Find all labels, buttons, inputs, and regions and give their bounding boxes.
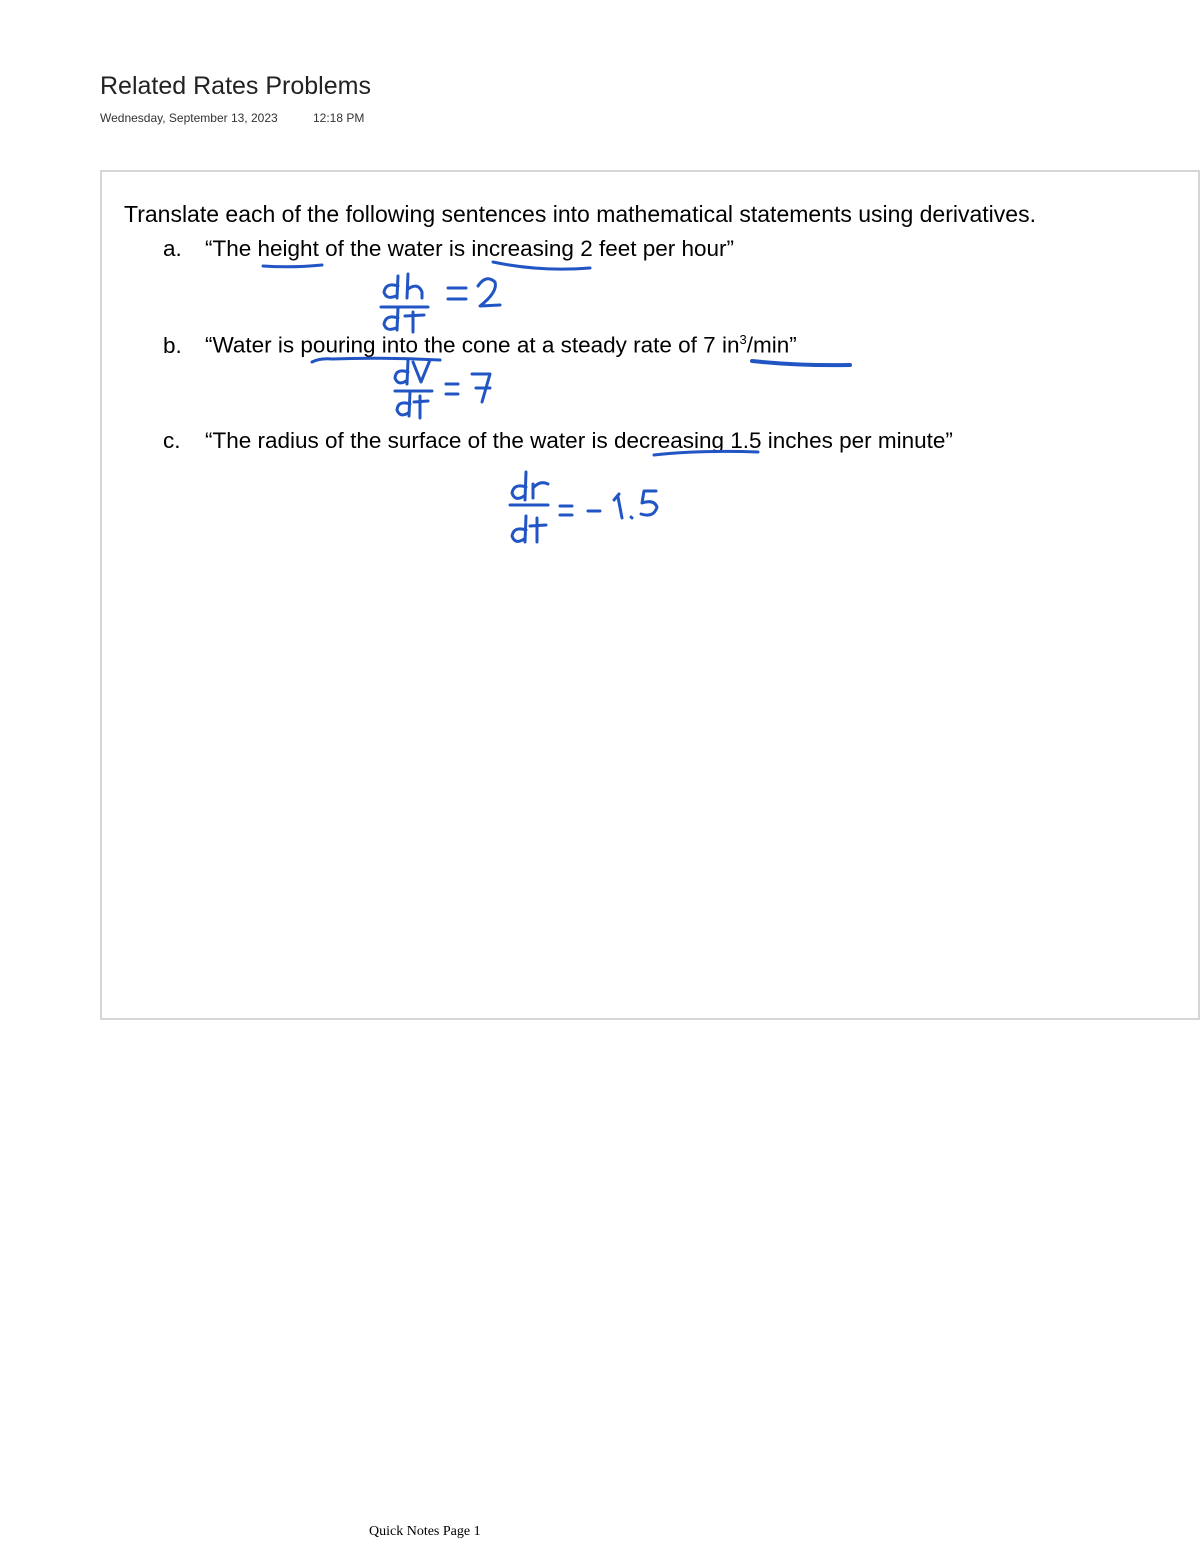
list-item-c (163, 428, 953, 454)
item-text: “The height of the water is increasing 2 feet per hour” (205, 236, 735, 261)
item-text: “The radius of the surface of the water is decreasing 1.5 inches per minute” (205, 428, 953, 453)
item-superscript: 3 (739, 332, 747, 347)
item-label: c. (163, 428, 181, 453)
list-item-a (163, 236, 734, 262)
note-container[interactable] (100, 170, 1200, 1020)
item-label: b. (163, 332, 182, 358)
instruction-text: Translate each of the following sentences into mathematical statements using derivatives. (124, 201, 1036, 227)
page-title: Related Rates Problems (100, 72, 371, 100)
page-date: Wednesday, September 13, 2023 (100, 111, 278, 125)
item-text-end: /min” (746, 332, 797, 358)
page-footer: Quick Notes Page 1 (369, 1524, 481, 1539)
item-label: a. (163, 236, 182, 261)
item-text: “Water is pouring into the cone at a steady rate of 7 in (205, 332, 740, 358)
page-time: 12:18 PM (313, 111, 365, 125)
list-item-b (163, 332, 797, 359)
